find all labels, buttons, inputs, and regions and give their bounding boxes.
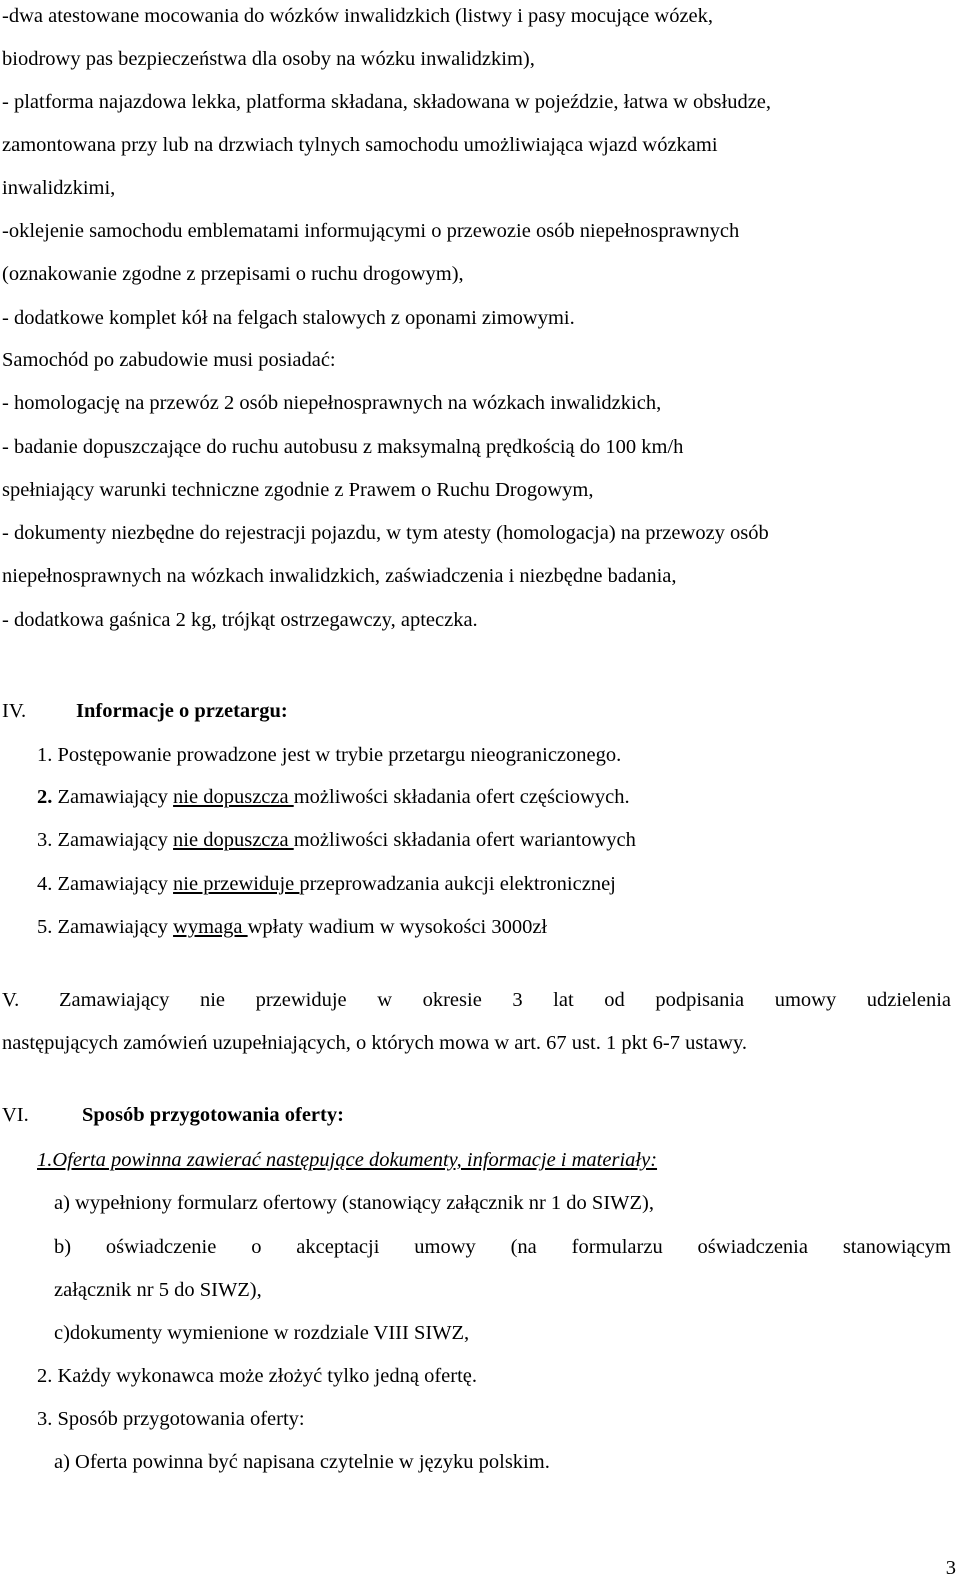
item-text-rest: możliwości składania ofert wariantowych xyxy=(293,829,636,851)
item-text: Zamawiający xyxy=(57,873,174,895)
section-vi-subheading: 1.Oferta powinna zawierać następujące dokumenty, informacje i materiały: xyxy=(37,1149,658,1171)
section-vi-item-b-line-2: załącznik nr 5 do SIWZ), xyxy=(54,1279,262,1301)
section-vi-point-3a: a) Oferta powinna być napisana czytelnie w języku polskim. xyxy=(54,1451,550,1473)
item-number: 3. xyxy=(37,829,53,851)
item-text: Zamawiający xyxy=(57,916,174,938)
section-vi-point-3: 3. Sposób przygotowania oferty: xyxy=(37,1408,305,1430)
section-vi-title: Sposób przygotowania oferty: xyxy=(82,1104,344,1126)
body-line-5: inwalidzkimi, xyxy=(2,177,116,199)
body-line-4: zamontowana przy lub na drzwiach tylnych samochodu umożliwiająca wjazd wózkami xyxy=(2,134,718,156)
section-iv-item-5 xyxy=(37,917,547,938)
item-underlined: nie dopuszcza xyxy=(173,786,294,808)
body-line-3: - platforma najazdowa lekka, platforma składana, składowana w pojeździe, łatwa w obsłudze, xyxy=(2,91,772,113)
body-line-14: niepełnosprawnych na wózkach inwalidzkich, zaświadczenia i niezbędne badania, xyxy=(2,565,677,587)
body-line-1: -dwa atestowane mocowania do wózków inwalidzkich (listwy i pasy mocujące wózek, xyxy=(2,5,714,27)
body-line-11: - badanie dopuszczające do ruchu autobusu z maksymalną prędkością do 100 km/h xyxy=(2,436,684,458)
item-number: 2. xyxy=(37,786,53,808)
item-number: 1. xyxy=(37,744,53,766)
section-iv-item-2 xyxy=(37,787,630,808)
section-v-line-2: następujących zamówień uzupełniających, o których mowa w art. 67 ust. 1 pkt 6-7 ustawy. xyxy=(2,1032,747,1054)
page-number: 3 xyxy=(945,1557,956,1579)
section-iv-item-3 xyxy=(37,830,636,851)
section-v-numeral: V. xyxy=(2,989,20,1011)
section-iv-item-4 xyxy=(37,874,616,895)
section-vi-item-c: c)dokumenty wymienione w rozdziale VIII SIWZ, xyxy=(54,1322,470,1344)
item-underlined: nie przewiduje xyxy=(173,873,300,895)
item-number: 4. xyxy=(37,873,53,895)
section-iv-item-1 xyxy=(37,745,621,766)
section-v-line-1: Zamawiający nie przewiduje w okresie 3 lat od podpisania umowy udzielenia xyxy=(59,989,951,1011)
item-text-rest: wpłaty wadium w wysokości 3000zł xyxy=(247,916,548,938)
body-line-15: - dodatkowa gaśnica 2 kg, trójkąt ostrzegawczy, apteczka. xyxy=(2,609,478,631)
body-line-10: - homologację na przewóz 2 osób niepełnosprawnych na wózkach inwalidzkich, xyxy=(2,392,662,414)
body-line-12: spełniający warunki techniczne zgodnie z Prawem o Ruchu Drogowym, xyxy=(2,479,594,501)
item-text-rest: możliwości składania ofert częściowych. xyxy=(293,786,630,808)
body-line-13: - dokumenty niezbędne do rejestracji pojazdu, w tym atesty (homologacja) na przewozy osób xyxy=(2,522,769,544)
body-line-2: biodrowy pas bezpieczeństwa dla osoby na wózku inwalidzkim), xyxy=(2,48,535,70)
body-line-8: - dodatkowe komplet kół na felgach stalowych z oponami zimowymi. xyxy=(2,307,575,329)
item-number: 5. xyxy=(37,916,53,938)
item-text: Zamawiający xyxy=(57,786,174,808)
item-text: Zamawiający xyxy=(57,829,174,851)
section-vi-numeral: VI. xyxy=(2,1104,29,1126)
section-vi-item-a: a) wypełniony formularz ofertowy (stanowiący załącznik nr 1 do SIWZ), xyxy=(54,1192,654,1214)
body-line-6: -oklejenie samochodu emblematami informującymi o przewozie osób niepełnosprawnych xyxy=(2,220,740,242)
body-line-9: Samochód po zabudowie musi posiadać: xyxy=(2,349,336,371)
item-text: Postępowanie prowadzone jest w trybie przetargu nieograniczonego. xyxy=(57,744,622,766)
section-iv-title: Informacje o przetargu: xyxy=(76,700,288,722)
item-underlined: wymaga xyxy=(173,916,248,938)
item-text-rest: przeprowadzania aukcji elektronicznej xyxy=(299,873,616,895)
section-iv-numeral: IV. xyxy=(2,700,27,722)
section-vi-point-2: 2. Każdy wykonawca może złożyć tylko jedną ofertę. xyxy=(37,1365,477,1387)
section-vi-item-b-line-1: b) oświadczenie o akceptacji umowy (na formularzu oświadczenia stanowiącym xyxy=(54,1236,951,1258)
body-line-7: (oznakowanie zgodne z przepisami o ruchu drogowym), xyxy=(2,263,464,285)
item-underlined: nie dopuszcza xyxy=(173,829,294,851)
